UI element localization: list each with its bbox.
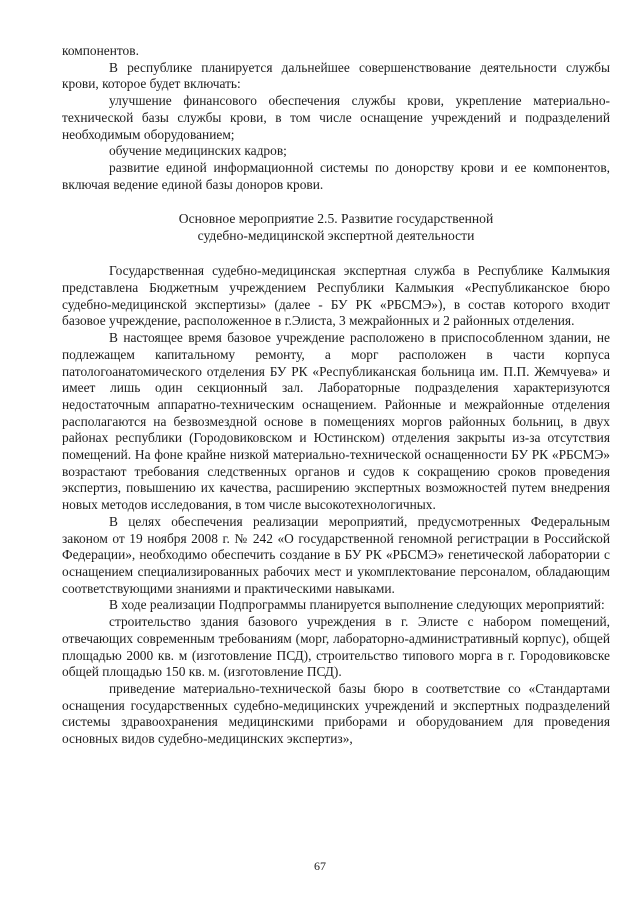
section-heading [62, 210, 610, 244]
page-number: 67 [314, 859, 326, 873]
section-heading-line-2: судебно-медицинской экспертной деятельности [197, 228, 475, 244]
paragraph-equipment: приведение материально-технической базы бюро в соответствие со «Стандартами оснащения государственных судебно-медицинских учреждений и экспертных подразделений системы здравоохранения медицинскими приборами и оборудованием для проведения основных видов судебно-медицинских экспертиз», [62, 680, 610, 747]
paragraph-republic-plans: В республике планируется дальнейшее совершенствование деятельности службы крови, которое будет включать: [62, 59, 610, 92]
paragraph-current-state: В настоящее время базовое учреждение расположено в приспособленном здании, не подлежащем капитальному ремонту, а морг расположен в части корпуса патологоанатомического отделения БУ РК «Республиканская больница им. П.П. Жемчуева» и имеет лишь один секционный зал. Лабораторные подразделения характеризуются недостаточным аппаратно-техническим оснащением. Районные и межрайонные отделения располагаются на безвозмездной основе в помещениях моргов районных больниц, в двух районах республики (Городовиковском и Юстинском) отделения закрыты из-за отсутствия помещений. На фоне крайне низкой материально-технической оснащенности БУ РК «РБСМЭ» возрастают требования следственных органов и судов к сокращению сроков проведения экспертиз, повышению их качества, расширению экспертных возможностей путем внедрения новых методов исследования, в том числе высокотехнологичных. [62, 330, 610, 513]
document-body [62, 43, 610, 748]
paragraph-training: обучение медицинских кадров; [109, 143, 287, 159]
paragraph-info-system: развитие единой информационной системы по донорству крови и ее компонентов, включая ведение единой базы доноров крови. [62, 159, 610, 192]
section-heading-line-1: Основное мероприятие 2.5. Развитие государственной [178, 211, 494, 227]
paragraph-construction: строительство здания базового учреждения в г. Элисте с набором помещений, отвечающих современным требованиям (морг, лабораторно-административный корпус), общей площадью 2000 кв. м (изготовление ПСД), строительство типового морга в г. Городовиковске общей площадью 150 кв. м. (изготовление ПСД). [62, 614, 610, 680]
paragraph-financing: улучшение финансового обеспечения службы крови, укрепление материально-технической базы службы крови, в том числе оснащение учреждений и подразделений необходимым оборудованием; [62, 93, 610, 142]
paragraph-expert-service: Государственная судебно-медицинская экспертная служба в Республике Калмыкия представлена Бюджетным учреждением Республики Калмыкия «Республиканское бюро судебно-медицинской экспертизы» (далее - БУ РК «РБСМЭ»), в состав которого входит базовое учреждение, расположенное в г.Элиста, 3 межрайонных и 2 районных отделения. [62, 263, 610, 329]
paragraph-components: компонентов. [62, 43, 139, 58]
paragraph-genetic-lab: В целях обеспечения реализации мероприятий, предусмотренных Федеральным законом от 19 ноября 2008 г. № 242 «О государственной геномной регистрации в Российской Федерации», необходимо обеспечить создание в БУ РК «РБСМЭ» генетической лаборатории с оснащением специализированных рабочих мест и укомплектование персоналом, обладающим соответствующими знаниями и практическими навыками. [62, 513, 610, 596]
paragraph-subprogram: В ходе реализации Подпрограммы планируется выполнение следующих мероприятий: [109, 597, 605, 613]
